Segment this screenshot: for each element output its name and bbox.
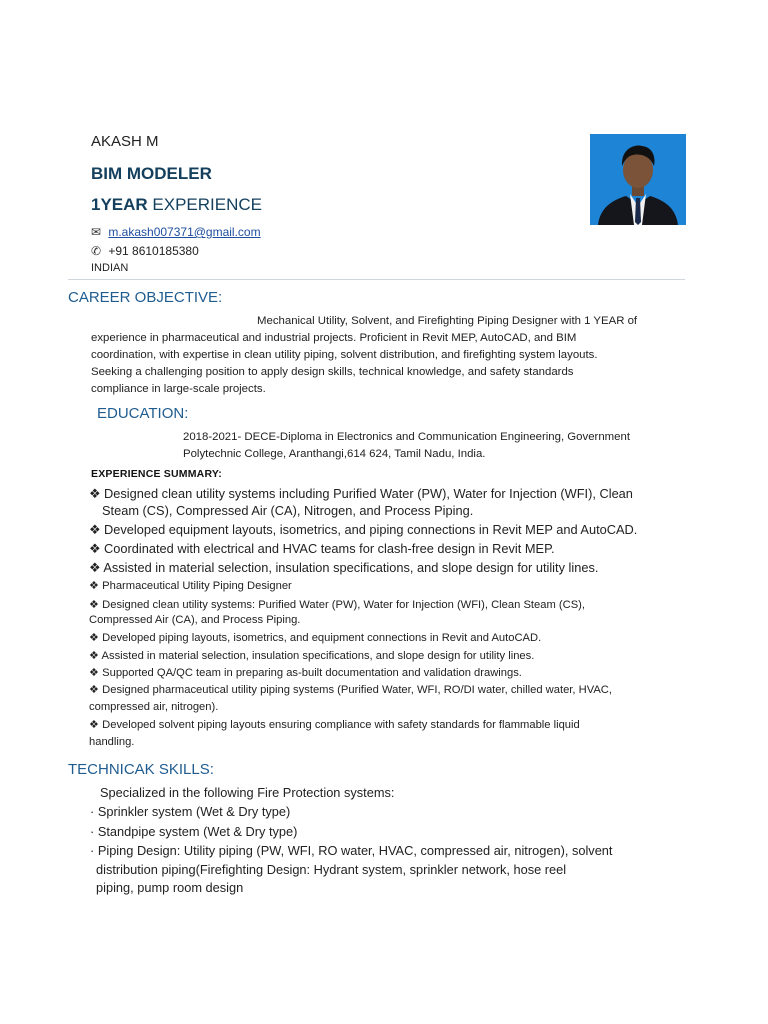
education-heading: EDUCATION: xyxy=(97,405,189,422)
experience-bullet xyxy=(89,521,637,539)
education-line: Polytechnic College, Aranthangi,614 624, Tamil Nadu, India. xyxy=(183,448,486,460)
header-divider xyxy=(68,279,685,280)
bullet-icon: ❖ xyxy=(89,650,100,662)
experience-bullet-continuation: handling. xyxy=(89,736,135,748)
bullet-text: Pharmaceutical Utility Piping Designer xyxy=(102,580,292,592)
bullet-text: Developed equipment layouts, isometrics, and piping connections in Revit MEP and AutoCAD. xyxy=(104,522,638,537)
job-title: BIM MODELER xyxy=(91,164,212,183)
bullet-icon: ❖ xyxy=(89,580,100,592)
experience-line xyxy=(91,195,262,215)
career-line: Seeking a challenging position to apply design skills, technical knowledge, and safety standards xyxy=(91,366,574,378)
experience-bullet xyxy=(89,665,522,682)
experience-label: EXPERIENCE xyxy=(147,195,262,214)
experience-bullet xyxy=(89,717,580,734)
bullet-text: Supported QA/QC team in preparing as-built documentation and validation drawings. xyxy=(102,667,522,679)
career-line: experience in pharmaceutical and industrial projects. Proficient in Revit MEP, AutoCAD, and BIM xyxy=(91,332,577,344)
career-line: Mechanical Utility, Solvent, and Firefighting Piping Designer with 1 YEAR of xyxy=(257,315,638,327)
experience-bullet xyxy=(89,485,633,503)
bullet-text: Assisted in material selection, insulation specifications, and slope design for utility lines. xyxy=(103,560,599,575)
skill-item: · Piping Design: Utility piping (PW, WFI, RO water, HVAC, compressed air, nitrogen), solvent xyxy=(90,843,613,858)
experience-bullet-continuation: Compressed Air (CA), and Process Piping. xyxy=(89,614,301,626)
profile-photo xyxy=(590,134,686,225)
candidate-name: AKASH M xyxy=(91,133,159,150)
bullet-text: Designed pharmaceutical utility piping systems (Purified Water, WFI, RO/DI water, chilled water, HVAC, xyxy=(102,684,612,696)
experience-years: 1YEAR xyxy=(91,195,148,214)
bullet-icon: ❖ xyxy=(89,486,101,501)
bullet-text: Developed piping layouts, isometrics, and equipment connections in Revit and AutoCAD. xyxy=(102,632,542,644)
bullet-icon: ❖ xyxy=(89,719,100,731)
education-line: 2018-2021- DECE-Diploma in Electronics and Communication Engineering, Government xyxy=(183,431,630,443)
experience-bullet xyxy=(89,559,598,577)
skills-intro: Specialized in the following Fire Protection systems: xyxy=(100,785,395,800)
bullet-text: Developed solvent piping layouts ensuring compliance with safety standards for flammable liquid xyxy=(102,719,580,731)
skill-item-continuation: piping, pump room design xyxy=(96,880,244,895)
bullet-icon: ❖ xyxy=(89,541,101,556)
skill-item-continuation: distribution piping(Firefighting Design: Hydrant system, sprinkler network, hose reel xyxy=(96,862,567,877)
experience-bullet-continuation: compressed air, nitrogen). xyxy=(89,701,219,713)
skill-item: · Sprinkler system (Wet & Dry type) xyxy=(90,804,291,819)
nationality: INDIAN xyxy=(91,262,129,274)
bullet-text: Designed clean utility systems including Purified Water (PW), Water for Injection (WFI), Clean xyxy=(104,486,633,501)
experience-bullet xyxy=(89,540,555,558)
phone-row xyxy=(91,244,199,258)
bullet-icon: ❖ xyxy=(89,599,100,611)
experience-summary-heading: EXPERIENCE SUMMARY: xyxy=(91,468,222,480)
career-line: compliance in large-scale projects. xyxy=(91,383,266,395)
skill-item: · Standpipe system (Wet & Dry type) xyxy=(90,824,298,839)
email-link[interactable]: m.akash007371@gmail.com xyxy=(108,225,261,239)
bullet-icon: ❖ xyxy=(89,684,100,696)
phone-number: +91 8610185380 xyxy=(108,244,199,258)
experience-bullet xyxy=(89,682,612,699)
experience-bullet xyxy=(89,578,292,595)
experience-bullet xyxy=(89,630,541,647)
bullet-text: Coordinated with electrical and HVAC teams for clash-free design in Revit MEP. xyxy=(104,541,555,556)
technical-skills-heading: TECHNICAK SKILLS: xyxy=(68,761,214,778)
envelope-icon: ✉ xyxy=(91,225,102,239)
bullet-icon: ❖ xyxy=(89,632,100,644)
experience-bullet xyxy=(89,648,534,665)
career-line: coordination, with expertise in clean utility piping, solvent distribution, and firefighting system layouts. xyxy=(91,349,598,361)
phone-icon: ✆ xyxy=(91,244,102,258)
bullet-text: Assisted in material selection, insulation specifications, and slope design for utility lines. xyxy=(101,650,535,662)
bullet-icon: ❖ xyxy=(89,667,100,679)
bullet-icon: ❖ xyxy=(89,560,101,575)
career-objective-heading: CAREER OBJECTIVE: xyxy=(68,289,223,306)
email-row xyxy=(91,225,261,239)
experience-bullet-continuation: Steam (CS), Compressed Air (CA), Nitrogen, and Process Piping. xyxy=(102,503,474,518)
bullet-text: Designed clean utility systems: Purified Water (PW), Water for Injection (WFI), Clean Steam (CS), xyxy=(102,599,585,611)
bullet-icon: ❖ xyxy=(89,522,101,537)
